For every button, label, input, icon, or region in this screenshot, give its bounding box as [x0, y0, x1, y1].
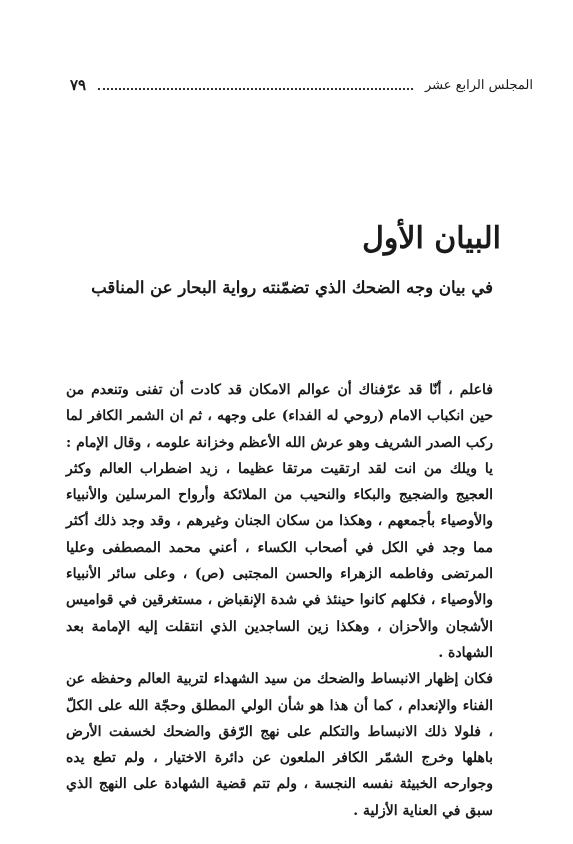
chapter-title: البيان الأول [362, 221, 501, 256]
chapter-subtitle: في بيان وجه الضحك الذي تضمّنته رواية البحار عن المناقب [91, 278, 493, 297]
body-text [66, 377, 493, 824]
paragraph-1: فاعلم ، أنّا قد عرّفناك أن عوالم الامكان قد كادت أن تفنى وتنعدم من حين انكباب الامام (روحي له الفداء) على وجهه ، ثم ان الشمر الكافر لما ركب الصدر الشريف وهو عرش الله الأعظم وخزانة علومه ، وقال الإمام : يا ويلك من انت لقد ارتقيت مرتقا عظيما ، زيد اضطراب العالم وكثر العجيج والضجيج والبكاء والنحيب من الملائكة وأرواح المرسلين والأنبياء والأوصياء بأجمعهم ، وهكذا من سكان الجنان وغيرهم ، وقد وجد ذلك أكثر مما وجد في الكل في أصحاب الكساء ، أعني محمد المصطفى وعليا المرتضى وفاطمه الزهراء والحسن المجتبى (ص) ، وعلى سائر الأنبياء والأوصياء ، فكلهم كانوا حينئذ في شدة الإنقباض ، مستغرقين في قواميس الأشجان والأحزان ، وهكذا زين الساجدين الذي انتقلت إليه الإمامة بعد الشهادة . [66, 382, 493, 661]
dot-leader [98, 80, 413, 90]
paragraph-2: فكان إظهار الانبساط والضحك من سيد الشهداء لتربية العالم وحفظه عن الفناء والإنعدام ، كما أن هذا هو شأن الولي المطلق وحجّة الله على الكلّ ، فلولا ذلك الانبساط والتكلم على نهج الرّفق والضحك لخسفت الأرض باهلها وخرج الشمّر الكافر الملعون عن دائرة الاختيار ، ولم تطع يده وجوارحه الخبيثة نفسه النجسة ، ولم تتم قضية الشهادة على النهج الذي سبق في العناية الأزلية . [66, 671, 493, 819]
running-header [70, 74, 533, 96]
running-title: المجلس الرابع عشر [424, 77, 533, 93]
page-number: ٧٩ [70, 76, 87, 94]
